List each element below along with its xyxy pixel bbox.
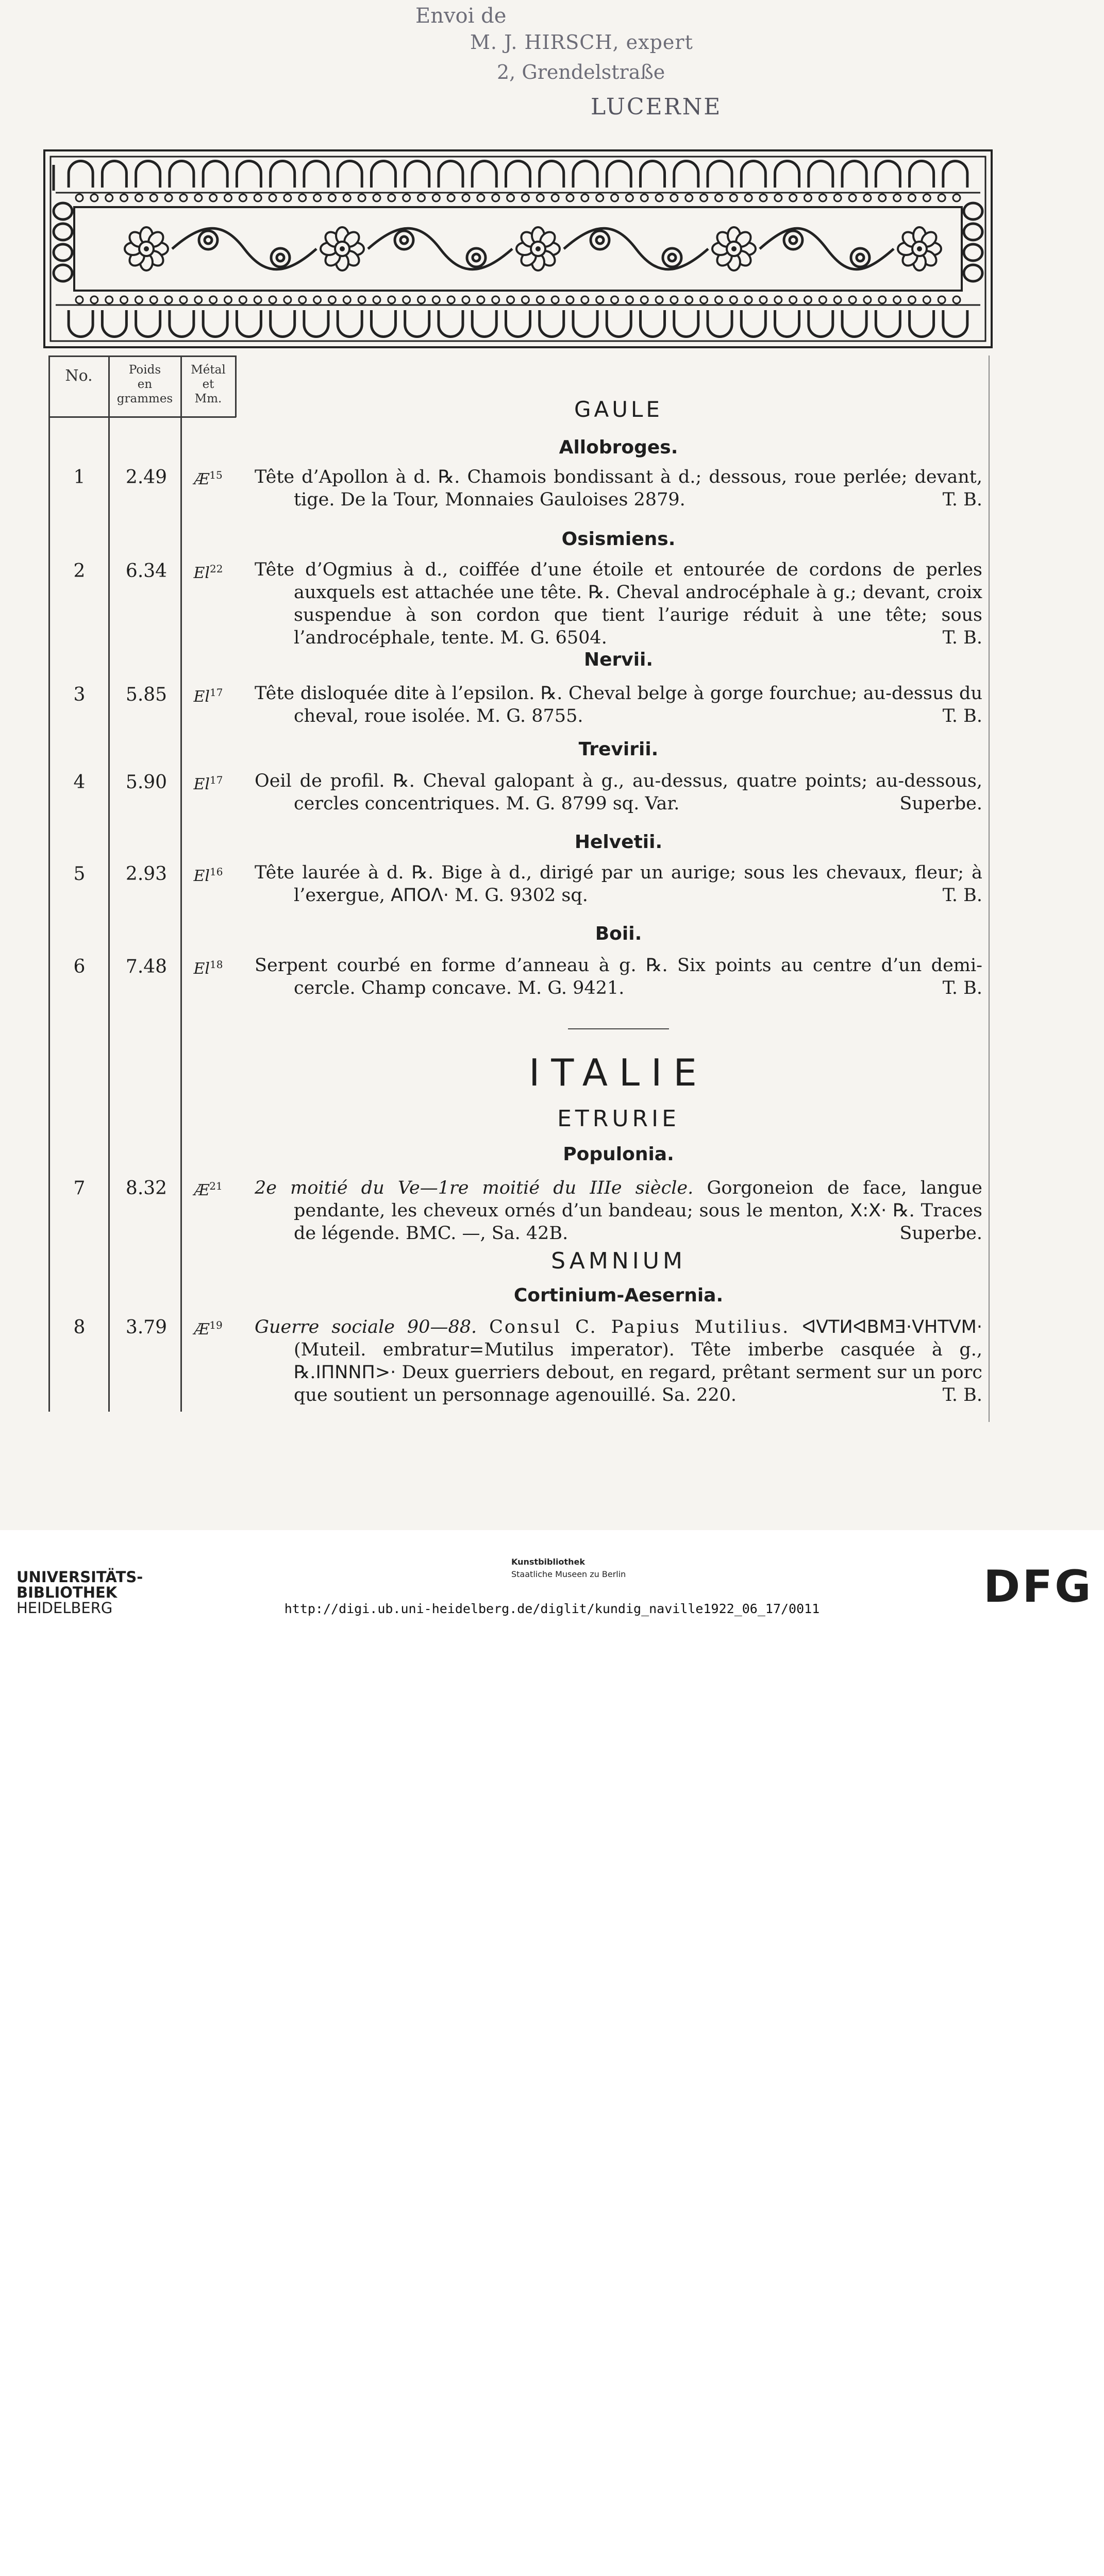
column-header-poids bbox=[109, 363, 180, 406]
coin-legend-reverse: ΙΠΝΝΠ>· bbox=[315, 1362, 396, 1383]
diameter-mm: 22 bbox=[210, 563, 223, 575]
entry-description bbox=[255, 466, 982, 511]
entry-weight: 8.32 bbox=[125, 1178, 168, 1199]
entry-description bbox=[255, 1177, 982, 1245]
tribe-heading: Cortinium-Aesernia. bbox=[513, 1285, 724, 1306]
entry-weight: 5.85 bbox=[125, 684, 168, 705]
grade: T. B. bbox=[942, 489, 982, 510]
entry-number: 4 bbox=[73, 772, 86, 793]
region-title-samnium: SAMNIUM bbox=[551, 1248, 686, 1274]
diameter-mm: 17 bbox=[210, 686, 223, 699]
entry-number: 1 bbox=[73, 467, 86, 488]
metal-code: El bbox=[193, 775, 210, 793]
metal-code: El bbox=[193, 688, 210, 706]
description-reference: ℞. Traces de légende. BMC. —, Sa. 42B. bbox=[294, 1200, 982, 1244]
header-poids-line-2: en bbox=[137, 378, 153, 391]
entry-description bbox=[255, 1316, 982, 1406]
diameter-mm: 16 bbox=[210, 866, 223, 878]
metal-code: El bbox=[193, 867, 210, 885]
uni-line-1: UNIVERSITÄTS- bbox=[16, 1568, 143, 1586]
header-metal-line-1: Métal bbox=[191, 363, 226, 377]
source-url-link[interactable]: http://digi.ub.uni-heidelberg.de/diglit/kundig_naville1922_06_17/0011 bbox=[284, 1601, 820, 1616]
entry-metal bbox=[181, 958, 235, 978]
header-metal-line-3: Mm. bbox=[194, 392, 222, 405]
description-text: Tête disloquée dite à l’epsilon. ℞. Cheval belge à gorge fourchue; au-dessus du cheval, roue isolée. M. G. 8755. bbox=[255, 683, 982, 726]
stamp-line-city: LUCERNE bbox=[591, 94, 722, 120]
entry-metal bbox=[181, 866, 235, 885]
stamp-line-envoi: Envoi de bbox=[415, 4, 507, 28]
diameter-mm: 18 bbox=[210, 958, 223, 971]
kunstbibliothek-name bbox=[511, 1556, 626, 1581]
uni-line-3: HEIDELBERG bbox=[16, 1599, 113, 1617]
grade: T. B. bbox=[942, 1385, 982, 1405]
entry-description bbox=[255, 682, 982, 727]
header-top-rule bbox=[48, 355, 236, 357]
metal-code: Æ bbox=[194, 1181, 210, 1199]
section-title-gaule: GAULE bbox=[574, 397, 663, 422]
tribe-heading: Boii. bbox=[595, 923, 642, 944]
diameter-mm: 17 bbox=[210, 774, 223, 786]
grade: T. B. bbox=[942, 978, 982, 998]
entry-weight: 7.48 bbox=[125, 956, 168, 977]
date-range: Guerre sociale 90—88. bbox=[255, 1317, 477, 1337]
description-text: (Muteil. embratur=Mutilus imperator). Tête imberbe casquée à g., ℞. bbox=[294, 1340, 982, 1383]
grade: Superbe. bbox=[899, 793, 982, 814]
region-title-etrurie: ETRURIE bbox=[557, 1106, 680, 1132]
header-bottom-rule bbox=[48, 416, 236, 418]
entry-number: 3 bbox=[73, 684, 86, 705]
entry-number: 2 bbox=[73, 561, 86, 582]
entry-description bbox=[255, 770, 982, 815]
header-metal-line-2: et bbox=[202, 378, 214, 391]
column-header-metal bbox=[181, 363, 235, 406]
entry-description bbox=[255, 861, 982, 907]
metal-code: El bbox=[193, 960, 210, 978]
ornamental-banner bbox=[43, 149, 993, 348]
grade: T. B. bbox=[942, 706, 982, 726]
entry-number: 8 bbox=[73, 1317, 86, 1338]
entry-metal bbox=[181, 1180, 235, 1199]
tribe-heading: Osismiens. bbox=[561, 529, 676, 550]
column-header-no: No. bbox=[65, 367, 93, 385]
entry-number: 7 bbox=[73, 1178, 86, 1199]
entry-metal bbox=[181, 686, 235, 706]
entry-weight: 2.49 bbox=[125, 467, 168, 488]
description-text: Oeil de profil. ℞. Cheval galopant à g., au-dessus, quatre points; au-dessous, cercles concentriques. M. G. 8799 sq. Var. bbox=[255, 771, 982, 814]
entry-description bbox=[255, 558, 982, 649]
description-reference: M. G. 9302 sq. bbox=[455, 885, 588, 906]
entry-weight: 2.93 bbox=[125, 863, 168, 885]
entry-description bbox=[255, 954, 982, 999]
description-text: Tête d’Ogmius à d., coiffée d’une étoile et entourée de cordons de perles auxquels est attachée une tête. ℞. Cheval androcéphale à g.; devant, croix suspendue à son cordon que tient l’aurige réduit à une tête; sous l’androcéphale, tente. M. G. 6504. bbox=[255, 560, 982, 648]
entry-number: 5 bbox=[73, 863, 86, 885]
metal-code: Æ bbox=[194, 470, 210, 488]
dfg-logo: DFG bbox=[983, 1561, 1093, 1613]
section-title-italie: ITALIE bbox=[529, 1051, 708, 1094]
entry-metal bbox=[181, 563, 235, 582]
date-range: 2e moitié du Ve—1re moitié du IIIe siècle. bbox=[255, 1178, 694, 1198]
tribe-heading: Populonia. bbox=[563, 1144, 674, 1165]
header-poids-line-3: grammes bbox=[116, 392, 173, 405]
entry-metal bbox=[181, 1319, 235, 1338]
stamp-line-address: 2, Grendelstraße bbox=[497, 61, 665, 83]
diameter-mm: 21 bbox=[209, 1180, 223, 1192]
metal-code: Æ bbox=[194, 1320, 210, 1338]
metal-code: El bbox=[193, 564, 210, 582]
kb-line-2: Staatliche Museen zu Berlin bbox=[511, 1569, 626, 1579]
stamp-line-expert: M. J. HIRSCH, expert bbox=[470, 31, 693, 54]
entry-weight: 3.79 bbox=[125, 1317, 168, 1338]
entry-weight: 5.90 bbox=[125, 772, 168, 793]
header-poids-line-1: Poids bbox=[128, 363, 161, 377]
description-text: Serpent courbé en forme d’anneau à g. ℞. Six points au centre d’un demi-cercle. Champ concave. M. G. 9421. bbox=[255, 955, 982, 998]
grade: T. B. bbox=[942, 885, 982, 906]
grade: T. B. bbox=[942, 628, 982, 648]
coin-legend-oscan: ᐊVTИᐊBMƎ·VHTVM· bbox=[802, 1317, 982, 1337]
tribe-heading: Helvetii. bbox=[574, 832, 663, 853]
coin-legend: X:X· bbox=[850, 1200, 887, 1221]
diameter-mm: 19 bbox=[209, 1319, 223, 1331]
uni-line-2: BIBLIOTHEK bbox=[16, 1584, 118, 1601]
entry-metal bbox=[181, 469, 235, 488]
tribe-heading: Allobroges. bbox=[559, 437, 678, 458]
coin-legend: ΑΠΟΛ· bbox=[391, 885, 449, 906]
description-reference: Deux guerriers debout, en regard, prêtant serment sur un porc que soutient un personnage agenouillé. Sa. 220. bbox=[294, 1362, 982, 1405]
description-text: Tête d’Apollon à d. ℞. Chamois bondissant à d.; dessous, roue perlée; devant, tige. De la Tour, Monnaies Gauloises 2879. bbox=[255, 467, 982, 510]
description-text: Tête laurée à d. ℞. Bige à d., dirigé par un aurige; sous les chevaux, fleur; à l’exergue, bbox=[255, 862, 982, 906]
entry-weight: 6.34 bbox=[125, 561, 168, 582]
tribe-heading: Trevirii. bbox=[578, 739, 659, 760]
entry-number: 6 bbox=[73, 956, 86, 977]
magistrate: Consul C. Papius Mutilius. bbox=[489, 1317, 790, 1337]
description-text: Gorgoneion de face, langue pendante, les cheveux ornés d’un bandeau; sous le menton, bbox=[294, 1178, 982, 1221]
kb-line-1: Kunstbibliothek bbox=[511, 1557, 585, 1567]
tribe-heading: Nervii. bbox=[583, 649, 654, 670]
grade: Superbe. bbox=[899, 1223, 982, 1244]
diameter-mm: 15 bbox=[209, 469, 223, 481]
entry-metal bbox=[181, 774, 235, 793]
column-divider-text bbox=[235, 355, 237, 417]
section-divider-rule bbox=[568, 1028, 669, 1029]
